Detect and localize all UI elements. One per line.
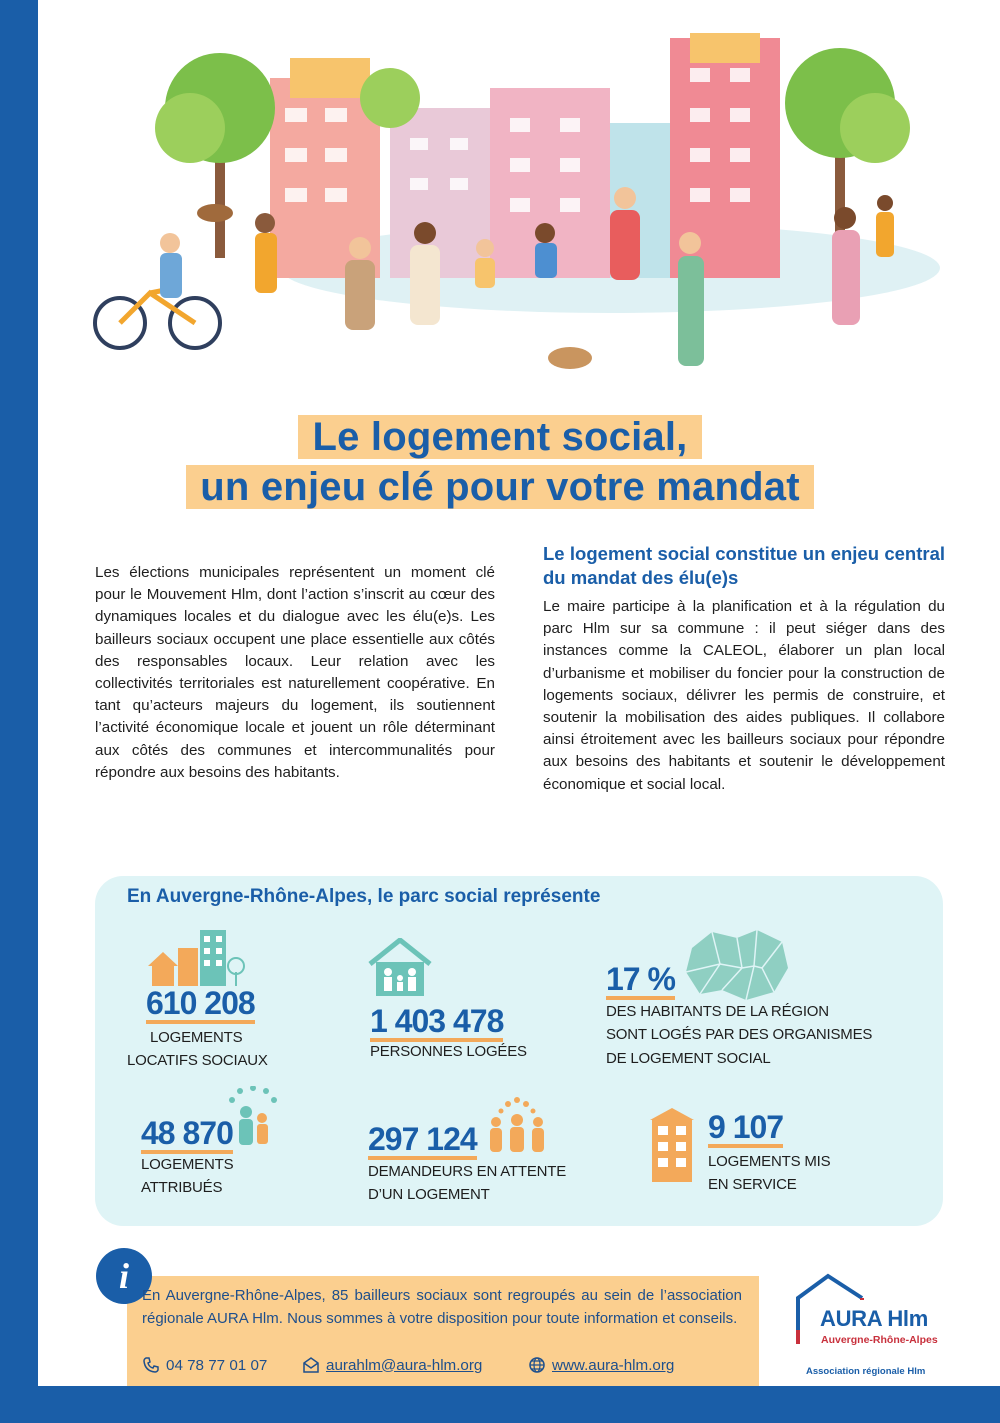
title-line-1: Le logement social, <box>298 415 701 459</box>
stat-value-5: 297 124 <box>368 1122 477 1160</box>
stat-value-3: 17 % <box>606 962 675 1000</box>
stats-title: En Auvergne-Rhône-Alpes, le parc social représente <box>127 886 601 907</box>
stat-label-3a: DES HABITANTS DE LA RÉGION <box>606 1003 829 1020</box>
info-text: En Auvergne-Rhône-Alpes, 85 bailleurs sociaux sont regroupés au sein de l’association régionale AURA Hlm. Nous sommes à votre disposition pour toute information et conseils. <box>142 1287 742 1327</box>
buildings-icon <box>148 928 248 988</box>
website-link[interactable]: www.aura-hlm.org <box>552 1356 675 1374</box>
family-house-icon <box>368 938 432 998</box>
phone-icon <box>142 1356 160 1374</box>
stat-label-4a: LOGEMENTS <box>141 1156 234 1173</box>
stat-value-6: 9 107 <box>708 1110 783 1148</box>
email-link[interactable]: aurahlm@aura-hlm.org <box>326 1356 483 1374</box>
stat-label-6b: EN SERVICE <box>708 1176 797 1193</box>
logo-region: Auvergne-Rhône-Alpes <box>821 1334 938 1346</box>
stat-value-4: 48 870 <box>141 1116 233 1154</box>
stat-label-5a: DEMANDEURS EN ATTENTE <box>368 1163 567 1180</box>
stat-label-3c: DE LOGEMENT SOCIAL <box>606 1050 771 1067</box>
page-title <box>0 412 1000 512</box>
stat-label-5b: D’UN LOGEMENT <box>368 1186 490 1203</box>
globe-icon <box>528 1356 546 1374</box>
stat-label-3b: SONT LOGÉS PAR DES ORGANISMES <box>606 1026 873 1043</box>
info-icon: i <box>96 1248 152 1304</box>
stat-label-2a: PERSONNES LOGÉES <box>370 1043 527 1060</box>
region-map-icon <box>682 928 792 1002</box>
building-icon <box>650 1106 694 1182</box>
stat-label-4b: ATTRIBUÉS <box>141 1179 223 1196</box>
intro-right-text: Le maire participe à la planification et à la régulation du parc Hlm sur sa commune : il peut siéger dans des instances comme la CALEOL, élaborer un plan local d’urbanisme et mobiliser du foncier pour la construction de logements sociaux, délivrer les permis de construire, et soutenir la mobilisation des aides publiques. Il collabore ainsi étroitement avec les bailleurs sociaux pour répondre aux besoins des habitants et soutenir le développement économique et social local. <box>543 598 945 793</box>
logo-tagline: Association régionale Hlm <box>806 1366 926 1377</box>
title-line-2: un enjeu clé pour votre mandat <box>186 465 813 509</box>
logo-name: AURA Hlm <box>820 1306 929 1331</box>
stat-value-2: 1 403 478 <box>370 1004 503 1042</box>
family-hands-icon <box>226 1086 280 1150</box>
email-icon <box>302 1356 320 1374</box>
stat-label-1b: LOCATIFS SOCIAUX <box>127 1052 268 1069</box>
people-waiting-icon <box>484 1096 550 1154</box>
city-illustration <box>90 28 950 388</box>
contact-website[interactable] <box>528 1356 674 1374</box>
stat-value-1: 610 208 <box>146 986 255 1024</box>
stat-label-1a: LOGEMENTS <box>150 1029 243 1046</box>
intro-right-heading: Le logement social constitue un enjeu central du mandat des élu(e)s <box>543 543 945 588</box>
stat-label-6a: LOGEMENTS MIS <box>708 1153 831 1170</box>
contact-email[interactable] <box>302 1356 482 1374</box>
intro-left-text: Les élections municipales représentent un moment clé pour le Mouvement Hlm, dont l’action s’inscrit au cœur des dynamiques locales et du dialogue avec les élu(e)s. Les bailleurs sociaux occupent une place essentielle aux côtés des responsables locaux. Leur relation avec les collectivités territoriales est naturellement coopérative. En tant qu’acteurs majeurs du logement, ils soutiennent l’activité économique locale et jouent un rôle déterminant aux côtés des communes et intercommunalités pour répondre aux besoins des habitants. <box>95 564 495 781</box>
bottom-blue-bar <box>0 1386 1000 1423</box>
left-blue-bar <box>0 0 38 1423</box>
phone-number: 04 78 77 01 07 <box>166 1356 268 1374</box>
contact-phone[interactable] <box>142 1356 267 1374</box>
